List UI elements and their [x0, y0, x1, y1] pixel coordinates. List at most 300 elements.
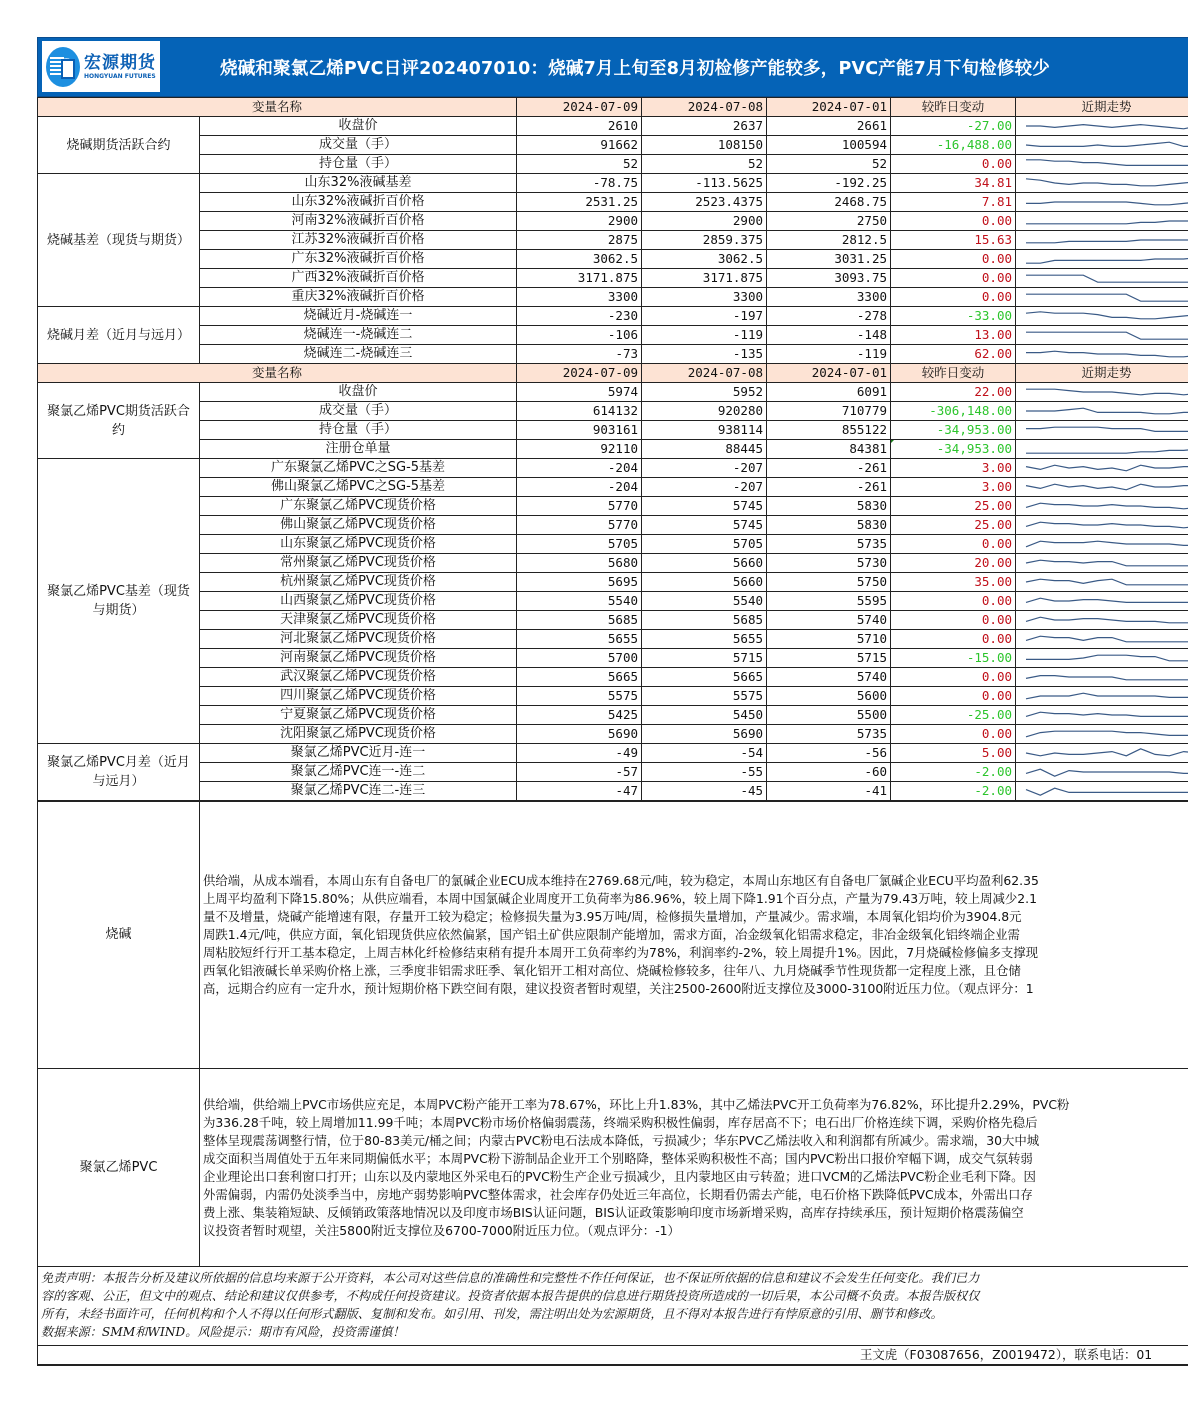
value-date-2: 5690: [642, 725, 767, 744]
variable-name: 广东聚氯乙烯PVC之SG-5基差: [200, 459, 517, 478]
trend-sparkline: [1016, 193, 1188, 212]
daily-change: 15.63: [891, 231, 1016, 250]
value-date-2: 920280: [642, 402, 767, 421]
sparkline-chart: [1016, 212, 1188, 230]
trend-sparkline: [1016, 326, 1188, 345]
value-date-2: 5660: [642, 573, 767, 592]
table-row: [38, 421, 1188, 440]
commentary-text: [200, 1069, 1188, 1267]
trend-sparkline: [1016, 174, 1188, 193]
variable-name: 重庆32%液碱折百价格: [200, 288, 517, 307]
commentary-line: 西氧化铝液碱长单采购价格上涨，三季度非铝需求旺季、氧化铝开工相对高位、烧碱检修较多，往年八、九月烧碱季节性现货都一定程度上涨，且仓储: [203, 963, 1021, 978]
group-label: 烧碱基差（现货与期货）: [38, 174, 200, 307]
table-row: [38, 307, 1188, 326]
table-row: [38, 516, 1188, 535]
header-date-1: 2024-07-09: [517, 364, 642, 383]
commentary-label: 烧碱: [38, 802, 200, 1069]
value-date-2: 2523.4375: [642, 193, 767, 212]
value-date-2: 88445: [642, 440, 767, 459]
variable-name: 成交量（手）: [200, 136, 517, 155]
value-date-1: 5425: [517, 706, 642, 725]
company-logo: [42, 41, 160, 92]
table-row: [38, 573, 1188, 592]
value-date-3: 5710: [767, 630, 891, 649]
commentary-text: [200, 802, 1188, 1069]
sparkline-chart: [1016, 706, 1188, 724]
header-trend: 近期走势: [1016, 98, 1188, 117]
value-date-2: 3171.875: [642, 269, 767, 288]
daily-change: -306,148.00: [891, 402, 1016, 421]
value-date-2: 5745: [642, 516, 767, 535]
table-row: [38, 193, 1188, 212]
value-date-1: -73: [517, 345, 642, 364]
sparkline-chart: [1016, 174, 1188, 192]
trend-sparkline: [1016, 117, 1188, 136]
commentary-line: 费上涨、集装箱短缺、反倾销政策落地情况以及印度市场BIS认证问题，BIS认证政策影响印度市场新增采购，高库存持续承压，预计短期价格震荡偏空: [203, 1204, 1024, 1220]
commentary-row: [38, 802, 1188, 1069]
table-row: [38, 155, 1188, 174]
value-date-1: 5700: [517, 649, 642, 668]
trend-sparkline: [1016, 421, 1188, 440]
value-date-3: 5600: [767, 687, 891, 706]
comment-flag-icon: [891, 440, 896, 446]
variable-name: 聚氯乙烯PVC连一-连二: [200, 763, 517, 782]
sparkline-chart: [1016, 440, 1188, 458]
variable-name: 烧碱连一-烧碱连二: [200, 326, 517, 345]
daily-change: -34,953.00: [891, 440, 1016, 459]
daily-change: 25.00: [891, 516, 1016, 535]
variable-name: 聚氯乙烯PVC连二-连三: [200, 782, 517, 801]
variable-name: 四川聚氯乙烯PVC现货价格: [200, 687, 517, 706]
variable-name: 注册仓单量: [200, 440, 517, 459]
commentary-line: 上周平均盈利下降15.80%；从供应端看，本周中国氯碱企业周度开工负荷率为86.96%，较上周下降1.91个百分点，产量为79.43万吨，较上周减少2.1: [203, 891, 1037, 906]
disclaimer-line: 数据来源：SMM和WIND。风险提示：期市有风险，投资需谨慎！: [41, 1325, 405, 1339]
value-date-3: -41: [767, 782, 891, 801]
sparkline-chart: [1016, 326, 1188, 344]
sparkline-chart: [1016, 307, 1188, 325]
sparkline-chart: [1016, 402, 1188, 420]
value-date-2: 108150: [642, 136, 767, 155]
trend-sparkline: [1016, 687, 1188, 706]
trend-sparkline: [1016, 725, 1188, 744]
daily-change: 0.00: [891, 592, 1016, 611]
header-date-2: 2024-07-08: [642, 98, 767, 117]
variable-name: 持仓量（手）: [200, 155, 517, 174]
value-date-1: 2610: [517, 117, 642, 136]
trend-sparkline: [1016, 402, 1188, 421]
header-date-1: 2024-07-09: [517, 98, 642, 117]
value-date-2: 2859.375: [642, 231, 767, 250]
commentary-line: 成交面积当周值处于五年来同期偏低水平；本周PVC粉下游制品企业开工个别略降，整体采购积极性不高；国内PVC粉出口报价窄幅下调，成交气氛转弱: [203, 1150, 1033, 1166]
value-date-3: -261: [767, 478, 891, 497]
trend-sparkline: [1016, 307, 1188, 326]
disclaimer-line: 容的客观、公正，但文中的观点、结论和建议仅供参考，不构成任何投资建议。投资者依据本报告提供的信息进行期货投资所造成的一切后果，本公司概不负责。本报告版权仅: [41, 1289, 980, 1303]
header-change: 较昨日变动: [891, 98, 1016, 117]
sparkline-chart: [1016, 421, 1188, 439]
table-row: [38, 535, 1188, 554]
trend-sparkline: [1016, 383, 1188, 402]
trend-sparkline: [1016, 763, 1188, 782]
value-date-1: 92110: [517, 440, 642, 459]
trend-sparkline: [1016, 459, 1188, 478]
variable-name: 成交量（手）: [200, 402, 517, 421]
variable-name: 收盘价: [200, 383, 517, 402]
value-date-1: 2875: [517, 231, 642, 250]
daily-change: 0.00: [891, 630, 1016, 649]
value-date-3: 52: [767, 155, 891, 174]
table-row: [38, 782, 1188, 801]
value-date-3: 5735: [767, 725, 891, 744]
trend-sparkline: [1016, 155, 1188, 174]
variable-name: 烧碱近月-烧碱连一: [200, 307, 517, 326]
commentary-line: 整体呈现震荡调整行情，位于80-83美元/桶之间；内蒙古PVC粉电石法成本降低，亏损减少；华东PVC乙烯法收入和利润都有所减少。需求端，30大中城: [203, 1132, 1040, 1148]
value-date-1: 2900: [517, 212, 642, 231]
value-date-1: 5680: [517, 554, 642, 573]
table-row: [38, 706, 1188, 725]
value-date-1: 5974: [517, 383, 642, 402]
table-row: [38, 269, 1188, 288]
daily-change: 7.81: [891, 193, 1016, 212]
daily-change: 0.00: [891, 212, 1016, 231]
value-date-1: -49: [517, 744, 642, 763]
table-row: [38, 250, 1188, 269]
commentary-line: 量不及增量，烧碱产能增速有限，存量开工较为稳定；检修损失量为3.95万吨/周，检修损失量增加，产量减少。需求端，本周氧化铝均价为3904.8元: [203, 909, 1022, 924]
value-date-3: 5735: [767, 535, 891, 554]
sparkline-chart: [1016, 269, 1188, 287]
value-date-3: -119: [767, 345, 891, 364]
sparkline-chart: [1016, 668, 1188, 686]
disclaimer-line: 所有，未经书面许可，任何机构和个人不得以任何形式翻版、复制和发布。如引用、刊发，需注明出处为宏源期货，且不得对本报告进行有悖原意的引用、删节和修改。: [41, 1307, 943, 1321]
group-label: 聚氯乙烯PVC期货活跃合约: [38, 383, 200, 459]
group-label: 烧碱月差（近月与远月）: [38, 307, 200, 364]
header-trend: 近期走势: [1016, 364, 1188, 383]
value-date-3: -60: [767, 763, 891, 782]
table-row: [38, 212, 1188, 231]
data-table: [37, 97, 1188, 801]
value-date-3: 710779: [767, 402, 891, 421]
table-row: [38, 231, 1188, 250]
variable-name: 河南32%液碱折百价格: [200, 212, 517, 231]
value-date-1: -106: [517, 326, 642, 345]
daily-change: 25.00: [891, 497, 1016, 516]
value-date-2: -119: [642, 326, 767, 345]
table-row: [38, 668, 1188, 687]
value-date-1: -230: [517, 307, 642, 326]
sparkline-chart: [1016, 649, 1188, 667]
variable-name: 烧碱连二-烧碱连三: [200, 345, 517, 364]
value-date-1: 5540: [517, 592, 642, 611]
value-date-3: 2661: [767, 117, 891, 136]
commentary-label: 聚氯乙烯PVC: [38, 1069, 200, 1267]
commentary-line: 议投资者暂时观望，关注5800附近支撑位及6700-7000附近压力位。（观点评分：-1）: [203, 1222, 680, 1238]
sparkline-chart: [1016, 535, 1188, 553]
variable-name: 广东32%液碱折百价格: [200, 250, 517, 269]
commentary-line: 高，远期合约应有一定升水，预计短期价格下跌空间有限，建议投资者暂时观望，关注2500-2600附近支撑位及3000-3100附近压力位。（观点评分：1: [203, 981, 1034, 996]
disclaimer: [37, 1267, 1188, 1346]
table-row: [38, 687, 1188, 706]
value-date-2: 938114: [642, 421, 767, 440]
table-row: [38, 136, 1188, 155]
table-row: [38, 402, 1188, 421]
value-date-3: -278: [767, 307, 891, 326]
commentary-line: 为336.28千吨，较上周增加11.99千吨；本周PVC粉市场价格偏弱震荡，终端采购积极性偏弱，库存居高不下；电石出厂价格连续下调，采购价格先稳后: [203, 1114, 1038, 1130]
sparkline-chart: [1016, 231, 1188, 249]
sparkline-chart: [1016, 782, 1188, 800]
variable-name: 广东聚氯乙烯PVC现货价格: [200, 497, 517, 516]
sparkline-chart: [1016, 573, 1188, 591]
sparkline-chart: [1016, 459, 1188, 477]
table-row: [38, 288, 1188, 307]
value-date-3: 3093.75: [767, 269, 891, 288]
value-date-2: 5655: [642, 630, 767, 649]
value-date-3: -261: [767, 459, 891, 478]
value-date-2: 5745: [642, 497, 767, 516]
value-date-1: 5770: [517, 516, 642, 535]
variable-name: 佛山聚氯乙烯PVC之SG-5基差: [200, 478, 517, 497]
logo-mark-icon: [46, 47, 80, 87]
header-date-2: 2024-07-08: [642, 364, 767, 383]
report-banner: [37, 37, 1188, 97]
sparkline-chart: [1016, 478, 1188, 496]
value-date-2: 5450: [642, 706, 767, 725]
value-date-2: 2900: [642, 212, 767, 231]
trend-sparkline: [1016, 649, 1188, 668]
daily-change: 34.81: [891, 174, 1016, 193]
trend-sparkline: [1016, 516, 1188, 535]
value-date-1: -78.75: [517, 174, 642, 193]
daily-change: 0.00: [891, 725, 1016, 744]
value-date-2: -55: [642, 763, 767, 782]
value-date-2: 5575: [642, 687, 767, 706]
value-date-2: 52: [642, 155, 767, 174]
value-date-3: 5740: [767, 611, 891, 630]
value-date-3: 2812.5: [767, 231, 891, 250]
header-change: 较昨日变动: [891, 364, 1016, 383]
value-date-2: -207: [642, 459, 767, 478]
variable-name: 宁夏聚氯乙烯PVC现货价格: [200, 706, 517, 725]
value-date-1: -57: [517, 763, 642, 782]
value-date-3: -192.25: [767, 174, 891, 193]
value-date-3: -56: [767, 744, 891, 763]
value-date-1: 3171.875: [517, 269, 642, 288]
daily-change: -27.00: [891, 117, 1016, 136]
value-date-2: -54: [642, 744, 767, 763]
variable-name: 河南聚氯乙烯PVC现货价格: [200, 649, 517, 668]
value-date-2: 5705: [642, 535, 767, 554]
logo-name-cn: 宏源期货: [84, 52, 156, 73]
value-date-1: 903161: [517, 421, 642, 440]
value-date-2: 3300: [642, 288, 767, 307]
trend-sparkline: [1016, 744, 1188, 763]
daily-change: 0.00: [891, 668, 1016, 687]
value-date-1: 91662: [517, 136, 642, 155]
commentary-line: 周粘胶短纤行开工基本稳定，上周吉林化纤检修结束稍有提升本周开工负荷率约为78%，利润率约-2%，较上周提升1%。因此，7月烧碱检修偏多支撑现: [203, 945, 1039, 960]
daily-change: 0.00: [891, 155, 1016, 174]
sparkline-chart: [1016, 136, 1188, 154]
value-date-3: 5830: [767, 497, 891, 516]
value-date-1: 3300: [517, 288, 642, 307]
daily-change: 0.00: [891, 611, 1016, 630]
daily-change: -2.00: [891, 782, 1016, 801]
variable-name: 河北聚氯乙烯PVC现货价格: [200, 630, 517, 649]
analyst-contact: 王文虎（F03087656，Z0019472），联系电话：01: [860, 1347, 1153, 1362]
table-row: [38, 174, 1188, 193]
daily-change: 0.00: [891, 687, 1016, 706]
daily-change: -25.00: [891, 706, 1016, 725]
value-date-2: 5665: [642, 668, 767, 687]
value-date-2: -207: [642, 478, 767, 497]
column-header-row: [38, 364, 1188, 383]
trend-sparkline: [1016, 136, 1188, 155]
sparkline-chart: [1016, 611, 1188, 629]
value-date-1: -204: [517, 459, 642, 478]
sparkline-chart: [1016, 763, 1188, 781]
value-date-1: 5695: [517, 573, 642, 592]
value-date-1: 5705: [517, 535, 642, 554]
daily-change: 62.00: [891, 345, 1016, 364]
daily-change: 3.00: [891, 478, 1016, 497]
header-variable-name: 变量名称: [38, 364, 517, 383]
value-date-1: 52: [517, 155, 642, 174]
table-row: [38, 592, 1188, 611]
trend-sparkline: [1016, 269, 1188, 288]
table-row: [38, 554, 1188, 573]
table-row: [38, 345, 1188, 364]
trend-sparkline: [1016, 706, 1188, 725]
daily-change: -34,953.00: [891, 421, 1016, 440]
header-date-3: 2024-07-01: [767, 98, 891, 117]
table-row: [38, 440, 1188, 459]
value-date-3: 855122: [767, 421, 891, 440]
value-date-2: 3062.5: [642, 250, 767, 269]
table-row: [38, 725, 1188, 744]
value-date-3: 84381: [767, 440, 891, 459]
table-row: [38, 744, 1188, 763]
daily-change: -16,488.00: [891, 136, 1016, 155]
value-date-2: -45: [642, 782, 767, 801]
daily-change: 0.00: [891, 269, 1016, 288]
value-date-3: 3031.25: [767, 250, 891, 269]
value-date-1: 5770: [517, 497, 642, 516]
value-date-3: 5830: [767, 516, 891, 535]
daily-change: 22.00: [891, 383, 1016, 402]
table-row: [38, 497, 1188, 516]
value-date-1: 614132: [517, 402, 642, 421]
trend-sparkline: [1016, 554, 1188, 573]
daily-change: 20.00: [891, 554, 1016, 573]
value-date-3: 3300: [767, 288, 891, 307]
value-date-3: 100594: [767, 136, 891, 155]
value-date-3: 5715: [767, 649, 891, 668]
variable-name: 武汉聚氯乙烯PVC现货价格: [200, 668, 517, 687]
value-date-1: 5690: [517, 725, 642, 744]
disclaimer-line: 免责声明：本报告分析及建议所依据的信息均来源于公开资料，本公司对这些信息的准确性和完整性不作任何保证，也不保证所依据的信息和建议不会发生任何变化。我们已力: [41, 1271, 980, 1285]
variable-name: 佛山聚氯乙烯PVC现货价格: [200, 516, 517, 535]
sparkline-chart: [1016, 117, 1188, 135]
variable-name: 天津聚氯乙烯PVC现货价格: [200, 611, 517, 630]
variable-name: 杭州聚氯乙烯PVC现货价格: [200, 573, 517, 592]
commentary-line: 企业理论出口套利窗口打开；山东以及内蒙地区外采电石的PVC粉生产企业亏损减少，且内蒙地区由亏转盈；进口VCM的乙烯法PVC粉企业毛利下降。因: [203, 1168, 1036, 1184]
variable-name: 山东32%液碱基差: [200, 174, 517, 193]
daily-change: 3.00: [891, 459, 1016, 478]
value-date-2: 2637: [642, 117, 767, 136]
trend-sparkline: [1016, 440, 1188, 459]
commentary-line: 供给端，供给端上PVC市场供应充足，本周PVC粉产能开工率为78.67%，环比上升1.83%，其中乙烯法PVC开工负荷率为76.82%，环比提升2.29%，PVC粉: [203, 1096, 1070, 1112]
group-label: 聚氯乙烯PVC月差（近月与远月）: [38, 744, 200, 801]
commentary-row: [38, 1069, 1188, 1267]
trend-sparkline: [1016, 497, 1188, 516]
value-date-3: 5500: [767, 706, 891, 725]
trend-sparkline: [1016, 611, 1188, 630]
trend-sparkline: [1016, 345, 1188, 364]
value-date-3: 6091: [767, 383, 891, 402]
table-row: [38, 763, 1188, 782]
value-date-1: 2531.25: [517, 193, 642, 212]
sparkline-chart: [1016, 250, 1188, 268]
commentary-line: 外需偏弱，内需仍处淡季当中，房地产弱势影响PVC整体需求，社会库存仍处近三年高位，长期看仍需去产能，电石价格下跌降低PVC成本，外需出口存: [203, 1186, 1033, 1202]
value-date-2: -113.5625: [642, 174, 767, 193]
daily-change: 0.00: [891, 535, 1016, 554]
value-date-2: -197: [642, 307, 767, 326]
variable-name: 常州聚氯乙烯PVC现货价格: [200, 554, 517, 573]
sparkline-chart: [1016, 345, 1188, 363]
daily-change: 5.00: [891, 744, 1016, 763]
variable-name: 山东32%液碱折百价格: [200, 193, 517, 212]
sparkline-chart: [1016, 554, 1188, 572]
commentary-line: 供给端，从成本端看，本周山东有自备电厂的氯碱企业ECU成本维持在2769.68元/吨，较为稳定，本周山东地区有自备电厂氯碱企业ECU平均盈利62.35: [203, 873, 1039, 888]
sparkline-chart: [1016, 497, 1188, 515]
value-date-2: 5952: [642, 383, 767, 402]
value-date-3: 2750: [767, 212, 891, 231]
commentary-table: [37, 801, 1188, 1267]
trend-sparkline: [1016, 231, 1188, 250]
table-row: [38, 117, 1188, 136]
value-date-2: -135: [642, 345, 767, 364]
header-date-3: 2024-07-01: [767, 364, 891, 383]
value-date-3: -148: [767, 326, 891, 345]
daily-change: 35.00: [891, 573, 1016, 592]
value-date-2: 5715: [642, 649, 767, 668]
table-row: [38, 478, 1188, 497]
sparkline-chart: [1016, 725, 1188, 743]
table-row: [38, 649, 1188, 668]
variable-name: 山西聚氯乙烯PVC现货价格: [200, 592, 517, 611]
value-date-1: -204: [517, 478, 642, 497]
analyst-footer: [37, 1346, 1188, 1366]
trend-sparkline: [1016, 478, 1188, 497]
trend-sparkline: [1016, 288, 1188, 307]
logo-name-en: HONGYUAN FUTURES: [84, 72, 156, 80]
value-date-1: 5575: [517, 687, 642, 706]
value-date-1: -47: [517, 782, 642, 801]
group-label: 聚氯乙烯PVC基差（现货与期货）: [38, 459, 200, 744]
table-row: [38, 326, 1188, 345]
value-date-1: 5685: [517, 611, 642, 630]
sparkline-chart: [1016, 592, 1188, 610]
sparkline-chart: [1016, 193, 1188, 211]
daily-change: -15.00: [891, 649, 1016, 668]
value-date-1: 3062.5: [517, 250, 642, 269]
variable-name: 广西32%液碱折百价格: [200, 269, 517, 288]
sparkline-chart: [1016, 630, 1188, 648]
daily-change: -33.00: [891, 307, 1016, 326]
variable-name: 收盘价: [200, 117, 517, 136]
sparkline-chart: [1016, 155, 1188, 173]
value-date-2: 5540: [642, 592, 767, 611]
group-label: 烧碱期货活跃合约: [38, 117, 200, 174]
value-date-3: 5750: [767, 573, 891, 592]
value-date-3: 5730: [767, 554, 891, 573]
